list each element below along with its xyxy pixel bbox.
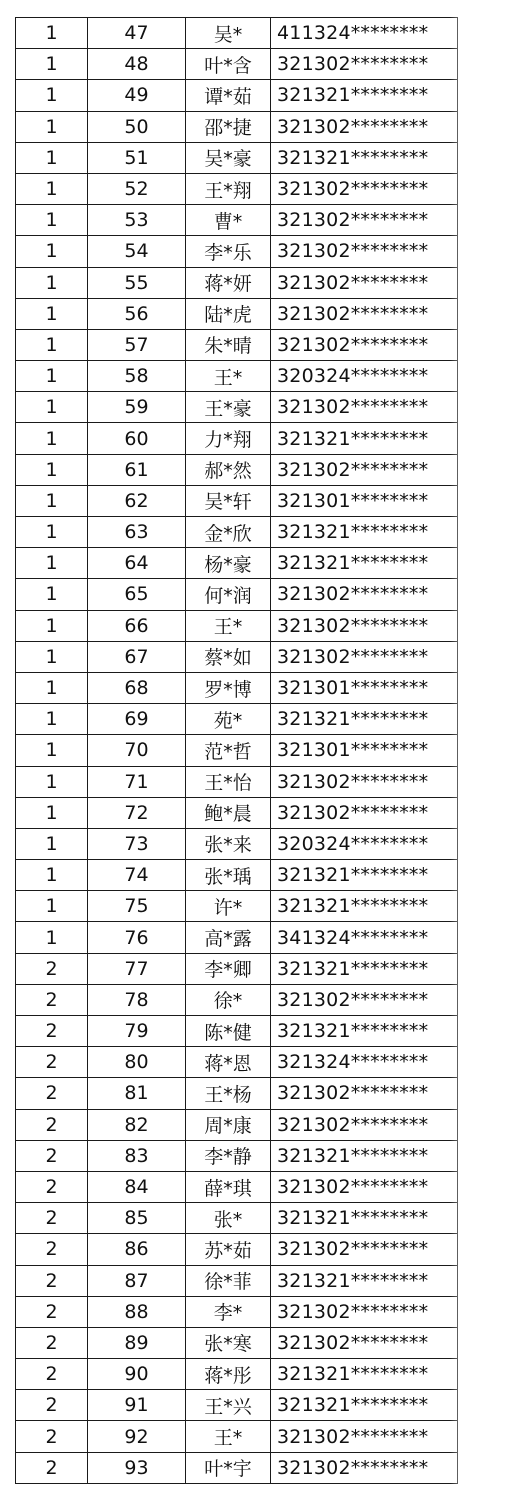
roster-body — [16, 18, 458, 1484]
table-row — [16, 579, 458, 610]
cell-batch: 1 — [16, 860, 88, 891]
cell-id-number: 321302******** — [271, 1171, 458, 1202]
cell-id-number: 321302******** — [271, 329, 458, 360]
table-row — [16, 922, 458, 953]
cell-name: 吴*轩 — [186, 485, 271, 516]
cell-number: 75 — [88, 891, 186, 922]
table-row — [16, 236, 458, 267]
table-row — [16, 1140, 458, 1171]
cell-batch: 2 — [16, 1327, 88, 1358]
cell-number: 90 — [88, 1359, 186, 1390]
cell-batch: 1 — [16, 392, 88, 423]
cell-id-number: 321321******** — [271, 1359, 458, 1390]
table-row — [16, 797, 458, 828]
cell-name: 高*露 — [186, 922, 271, 953]
table-row — [16, 1109, 458, 1140]
cell-batch: 1 — [16, 704, 88, 735]
cell-batch: 1 — [16, 579, 88, 610]
cell-number: 56 — [88, 298, 186, 329]
table-row — [16, 1327, 458, 1358]
table-row — [16, 329, 458, 360]
cell-batch: 2 — [16, 984, 88, 1015]
cell-name: 张*寒 — [186, 1327, 271, 1358]
cell-batch: 1 — [16, 423, 88, 454]
cell-name: 张* — [186, 1203, 271, 1234]
table-row — [16, 485, 458, 516]
cell-id-number: 321302******** — [271, 1452, 458, 1483]
cell-batch: 1 — [16, 891, 88, 922]
cell-id-number: 321302******** — [271, 298, 458, 329]
table-row — [16, 173, 458, 204]
cell-id-number: 321302******** — [271, 49, 458, 80]
cell-name: 杨*豪 — [186, 548, 271, 579]
cell-batch: 2 — [16, 1390, 88, 1421]
cell-id-number: 321301******** — [271, 672, 458, 703]
cell-batch: 1 — [16, 142, 88, 173]
cell-id-number: 321302******** — [271, 641, 458, 672]
cell-number: 74 — [88, 860, 186, 891]
cell-name: 力*翔 — [186, 423, 271, 454]
cell-batch: 1 — [16, 361, 88, 392]
cell-id-number: 321302******** — [271, 984, 458, 1015]
cell-id-number: 320324******** — [271, 361, 458, 392]
cell-batch: 2 — [16, 1421, 88, 1452]
table-row — [16, 1359, 458, 1390]
table-row — [16, 1265, 458, 1296]
cell-id-number: 321321******** — [271, 1140, 458, 1171]
table-row — [16, 672, 458, 703]
cell-id-number: 321321******** — [271, 891, 458, 922]
cell-id-number: 321302******** — [271, 610, 458, 641]
cell-id-number: 321302******** — [271, 1327, 458, 1358]
cell-name: 朱*晴 — [186, 329, 271, 360]
cell-name: 王*翔 — [186, 173, 271, 204]
cell-name: 苑* — [186, 704, 271, 735]
cell-batch: 1 — [16, 548, 88, 579]
cell-name: 罗*博 — [186, 672, 271, 703]
cell-number: 72 — [88, 797, 186, 828]
cell-batch: 1 — [16, 173, 88, 204]
table-row — [16, 517, 458, 548]
cell-name: 王*豪 — [186, 392, 271, 423]
table-row — [16, 267, 458, 298]
cell-batch: 2 — [16, 1203, 88, 1234]
cell-number: 87 — [88, 1265, 186, 1296]
cell-number: 55 — [88, 267, 186, 298]
cell-number: 62 — [88, 485, 186, 516]
table-row — [16, 1171, 458, 1202]
cell-name: 蒋*恩 — [186, 1047, 271, 1078]
cell-batch: 1 — [16, 454, 88, 485]
table-row — [16, 1016, 458, 1047]
cell-name: 陆*虎 — [186, 298, 271, 329]
cell-batch: 1 — [16, 329, 88, 360]
cell-id-number: 321321******** — [271, 548, 458, 579]
cell-name: 蔡*如 — [186, 641, 271, 672]
cell-name: 王*兴 — [186, 1390, 271, 1421]
cell-batch: 1 — [16, 797, 88, 828]
cell-number: 53 — [88, 205, 186, 236]
cell-number: 49 — [88, 80, 186, 111]
cell-id-number: 321302******** — [271, 267, 458, 298]
table-row — [16, 953, 458, 984]
cell-batch: 1 — [16, 828, 88, 859]
cell-name: 徐* — [186, 984, 271, 1015]
cell-number: 58 — [88, 361, 186, 392]
cell-name: 王* — [186, 610, 271, 641]
cell-id-number: 321321******** — [271, 423, 458, 454]
cell-id-number: 321321******** — [271, 953, 458, 984]
cell-id-number: 321302******** — [271, 1109, 458, 1140]
cell-number: 57 — [88, 329, 186, 360]
table-row — [16, 298, 458, 329]
cell-name: 李* — [186, 1296, 271, 1327]
cell-name: 徐*菲 — [186, 1265, 271, 1296]
cell-number: 48 — [88, 49, 186, 80]
table-row — [16, 828, 458, 859]
cell-number: 82 — [88, 1109, 186, 1140]
cell-name: 张*瑀 — [186, 860, 271, 891]
cell-number: 65 — [88, 579, 186, 610]
cell-batch: 1 — [16, 111, 88, 142]
cell-id-number: 321321******** — [271, 142, 458, 173]
cell-name: 许* — [186, 891, 271, 922]
cell-id-number: 321321******** — [271, 1203, 458, 1234]
table-row — [16, 1421, 458, 1452]
cell-batch: 1 — [16, 517, 88, 548]
cell-batch: 1 — [16, 18, 88, 49]
cell-number: 64 — [88, 548, 186, 579]
cell-name: 张*来 — [186, 828, 271, 859]
cell-id-number: 341324******** — [271, 922, 458, 953]
cell-number: 89 — [88, 1327, 186, 1358]
cell-number: 79 — [88, 1016, 186, 1047]
cell-number: 67 — [88, 641, 186, 672]
cell-name: 蒋*妍 — [186, 267, 271, 298]
cell-id-number: 321321******** — [271, 1016, 458, 1047]
table-row — [16, 1234, 458, 1265]
cell-id-number: 321302******** — [271, 579, 458, 610]
table-row — [16, 18, 458, 49]
cell-number: 78 — [88, 984, 186, 1015]
table-row — [16, 454, 458, 485]
cell-id-number: 321302******** — [271, 766, 458, 797]
cell-batch: 2 — [16, 1359, 88, 1390]
cell-batch: 1 — [16, 205, 88, 236]
cell-name: 蒋*彤 — [186, 1359, 271, 1390]
cell-batch: 1 — [16, 236, 88, 267]
table-row — [16, 111, 458, 142]
cell-number: 73 — [88, 828, 186, 859]
table-row — [16, 80, 458, 111]
cell-id-number: 321302******** — [271, 454, 458, 485]
cell-batch: 2 — [16, 1452, 88, 1483]
cell-number: 60 — [88, 423, 186, 454]
table-row — [16, 735, 458, 766]
table-row — [16, 704, 458, 735]
cell-id-number: 321302******** — [271, 392, 458, 423]
cell-batch: 2 — [16, 1047, 88, 1078]
cell-name: 李*静 — [186, 1140, 271, 1171]
table-row — [16, 142, 458, 173]
cell-id-number: 321321******** — [271, 1390, 458, 1421]
table-row — [16, 392, 458, 423]
table-row — [16, 361, 458, 392]
cell-id-number: 321302******** — [271, 173, 458, 204]
cell-number: 83 — [88, 1140, 186, 1171]
cell-id-number: 321301******** — [271, 735, 458, 766]
cell-id-number: 321302******** — [271, 1296, 458, 1327]
cell-id-number: 321302******** — [271, 205, 458, 236]
table-row — [16, 423, 458, 454]
cell-name: 吴*豪 — [186, 142, 271, 173]
table-row — [16, 1452, 458, 1483]
cell-id-number: 411324******** — [271, 18, 458, 49]
table-row — [16, 205, 458, 236]
cell-name: 王*杨 — [186, 1078, 271, 1109]
cell-batch: 1 — [16, 80, 88, 111]
cell-name: 吴* — [186, 18, 271, 49]
cell-name: 邵*捷 — [186, 111, 271, 142]
cell-name: 王* — [186, 1421, 271, 1452]
cell-number: 88 — [88, 1296, 186, 1327]
cell-batch: 2 — [16, 1078, 88, 1109]
cell-id-number: 321321******** — [271, 704, 458, 735]
table-row — [16, 49, 458, 80]
cell-number: 92 — [88, 1421, 186, 1452]
cell-name: 何*润 — [186, 579, 271, 610]
blurred-edge-overlay — [450, 17, 512, 1485]
cell-batch: 2 — [16, 1265, 88, 1296]
cell-name: 金*欣 — [186, 517, 271, 548]
cell-batch: 1 — [16, 766, 88, 797]
cell-id-number: 321302******** — [271, 1234, 458, 1265]
cell-name: 王* — [186, 361, 271, 392]
cell-id-number: 321321******** — [271, 517, 458, 548]
cell-batch: 2 — [16, 1016, 88, 1047]
table-row — [16, 610, 458, 641]
cell-number: 81 — [88, 1078, 186, 1109]
table-row — [16, 1047, 458, 1078]
cell-batch: 2 — [16, 1140, 88, 1171]
cell-id-number: 321302******** — [271, 111, 458, 142]
roster-table — [15, 17, 458, 1484]
cell-number: 51 — [88, 142, 186, 173]
cell-number: 84 — [88, 1171, 186, 1202]
cell-batch: 1 — [16, 672, 88, 703]
cell-number: 66 — [88, 610, 186, 641]
cell-number: 68 — [88, 672, 186, 703]
cell-batch: 2 — [16, 953, 88, 984]
cell-name: 范*哲 — [186, 735, 271, 766]
cell-name: 郝*然 — [186, 454, 271, 485]
cell-id-number: 321324******** — [271, 1047, 458, 1078]
table-row — [16, 891, 458, 922]
cell-id-number: 321321******** — [271, 80, 458, 111]
table-row — [16, 860, 458, 891]
cell-batch: 1 — [16, 610, 88, 641]
cell-name: 周*康 — [186, 1109, 271, 1140]
cell-id-number: 321302******** — [271, 1421, 458, 1452]
cell-number: 86 — [88, 1234, 186, 1265]
cell-batch: 2 — [16, 1171, 88, 1202]
cell-batch: 1 — [16, 922, 88, 953]
cell-number: 59 — [88, 392, 186, 423]
table-row — [16, 548, 458, 579]
table-row — [16, 1078, 458, 1109]
cell-name: 叶*宇 — [186, 1452, 271, 1483]
cell-id-number: 320324******** — [271, 828, 458, 859]
cell-number: 61 — [88, 454, 186, 485]
table-row — [16, 984, 458, 1015]
cell-batch: 1 — [16, 485, 88, 516]
cell-batch: 1 — [16, 298, 88, 329]
cell-name: 薛*琪 — [186, 1171, 271, 1202]
cell-number: 93 — [88, 1452, 186, 1483]
cell-batch: 2 — [16, 1296, 88, 1327]
cell-batch: 1 — [16, 267, 88, 298]
cell-name: 鲍*晨 — [186, 797, 271, 828]
cell-number: 80 — [88, 1047, 186, 1078]
cell-batch: 1 — [16, 641, 88, 672]
cell-number: 77 — [88, 953, 186, 984]
cell-number: 91 — [88, 1390, 186, 1421]
cell-id-number: 321302******** — [271, 236, 458, 267]
cell-batch: 1 — [16, 735, 88, 766]
cell-name: 李*乐 — [186, 236, 271, 267]
cell-name: 苏*茹 — [186, 1234, 271, 1265]
cell-batch: 2 — [16, 1234, 88, 1265]
cell-number: 70 — [88, 735, 186, 766]
cell-id-number: 321301******** — [271, 485, 458, 516]
cell-number: 50 — [88, 111, 186, 142]
table-row — [16, 1296, 458, 1327]
cell-name: 陈*健 — [186, 1016, 271, 1047]
cell-number: 85 — [88, 1203, 186, 1234]
cell-number: 69 — [88, 704, 186, 735]
cell-number: 54 — [88, 236, 186, 267]
cell-id-number: 321302******** — [271, 1078, 458, 1109]
cell-number: 47 — [88, 18, 186, 49]
cell-number: 52 — [88, 173, 186, 204]
cell-batch: 1 — [16, 49, 88, 80]
cell-name: 王*怡 — [186, 766, 271, 797]
cell-name: 李*卿 — [186, 953, 271, 984]
cell-number: 76 — [88, 922, 186, 953]
cell-name: 叶*含 — [186, 49, 271, 80]
cell-id-number: 321321******** — [271, 860, 458, 891]
cell-batch: 2 — [16, 1109, 88, 1140]
table-row — [16, 1203, 458, 1234]
cell-id-number: 321321******** — [271, 1265, 458, 1296]
table-row — [16, 1390, 458, 1421]
table-row — [16, 766, 458, 797]
cell-id-number: 321302******** — [271, 797, 458, 828]
cell-number: 63 — [88, 517, 186, 548]
cell-name: 谭*茹 — [186, 80, 271, 111]
cell-name: 曹* — [186, 205, 271, 236]
table-row — [16, 641, 458, 672]
cell-number: 71 — [88, 766, 186, 797]
